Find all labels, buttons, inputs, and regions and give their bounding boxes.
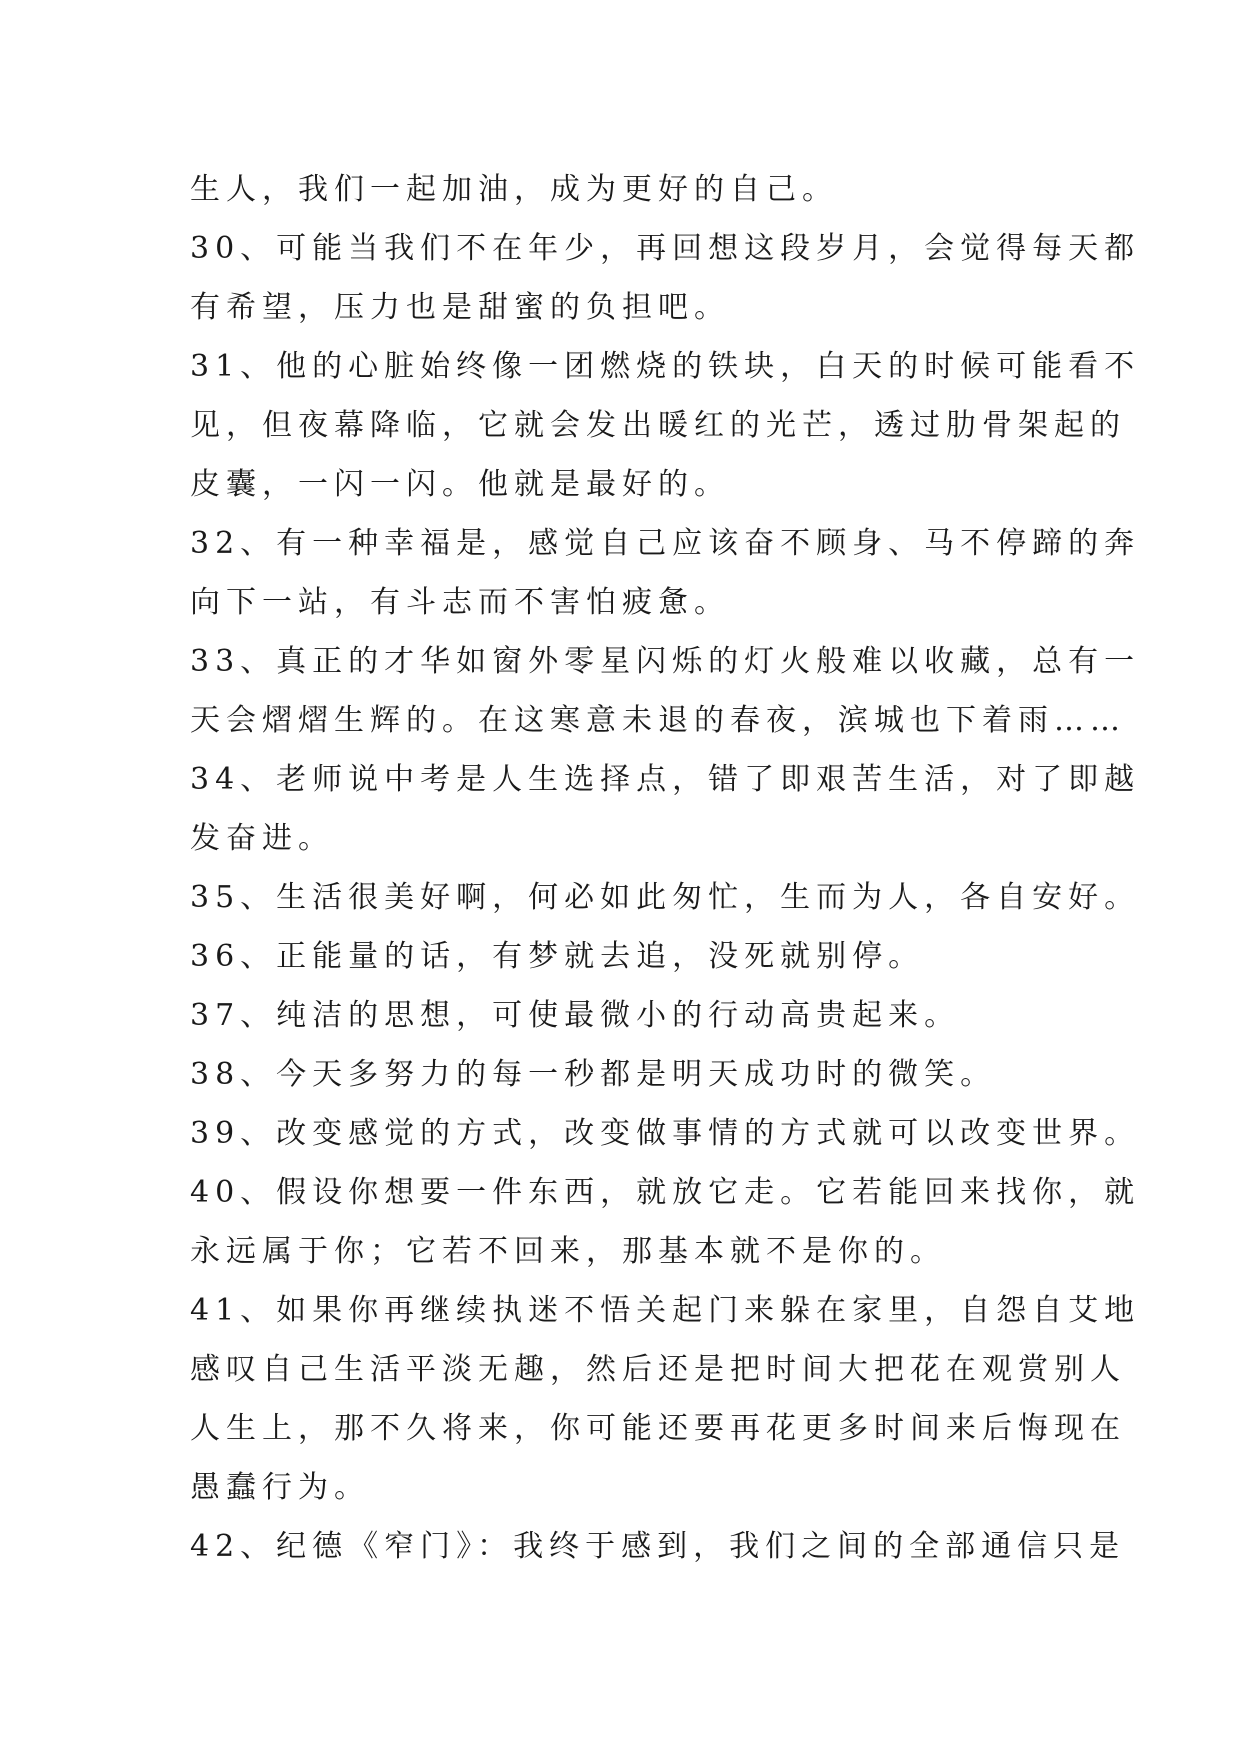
- text-line: 见，但夜幕降临，它就会发出暖红的光芒，透过肋骨架起的: [190, 408, 1126, 443]
- text-line: 永远属于你；它若不回来，那基本就不是你的。: [190, 1234, 946, 1269]
- text-line: 发奋进。: [190, 821, 334, 856]
- text-line: 向下一站，有斗志而不害怕疲惫。: [190, 585, 730, 620]
- text-line: 41、如果你再继续执迷不悟关起门来躲在家里，自怨自艾地: [190, 1293, 1141, 1328]
- text-line: 愚蠢行为。: [190, 1470, 370, 1505]
- text-line: 皮囊，一闪一闪。他就是最好的。: [190, 467, 730, 502]
- document-body: [190, 160, 1141, 1576]
- text-line: 35、生活很美好啊，何必如此匆忙，生而为人，各自安好。: [190, 880, 1141, 915]
- text-line: 30、可能当我们不在年少，再回想这段岁月，会觉得每天都: [190, 231, 1141, 266]
- text-line: 39、改变感觉的方式，改变做事情的方式就可以改变世界。: [190, 1116, 1141, 1151]
- text-line: 38、今天多努力的每一秒都是明天成功时的微笑。: [190, 1057, 997, 1092]
- text-line: 天会熠熠生辉的。在这寒意未退的春夜，滨城也下着雨……: [190, 703, 1126, 738]
- text-line: 33、真正的才华如窗外零星闪烁的灯火般难以收藏，总有一: [190, 644, 1141, 679]
- text-line: 37、纯洁的思想，可使最微小的行动高贵起来。: [190, 998, 961, 1033]
- text-line: 有希望，压力也是甜蜜的负担吧。: [190, 290, 730, 325]
- text-line: 32、有一种幸福是，感觉自己应该奋不顾身、马不停蹄的奔: [190, 526, 1141, 561]
- text-line: 42、纪德《窄门》：我终于感到，我们之间的全部通信只是: [190, 1529, 1126, 1564]
- text-line: 31、他的心脏始终像一团燃烧的铁块，白天的时候可能看不: [190, 349, 1141, 384]
- text-line: 感叹自己生活平淡无趣，然后还是把时间大把花在观赏别人: [190, 1352, 1126, 1387]
- text-line: 36、正能量的话，有梦就去追，没死就别停。: [190, 939, 925, 974]
- text-line: 40、假设你想要一件东西，就放它走。它若能回来找你，就: [190, 1175, 1141, 1210]
- text-line: 生人，我们一起加油，成为更好的自己。: [190, 172, 838, 207]
- text-line: 34、老师说中考是人生选择点，错了即艰苦生活，对了即越: [190, 762, 1141, 797]
- text-line: 人生上，那不久将来，你可能还要再花更多时间来后悔现在: [190, 1411, 1126, 1446]
